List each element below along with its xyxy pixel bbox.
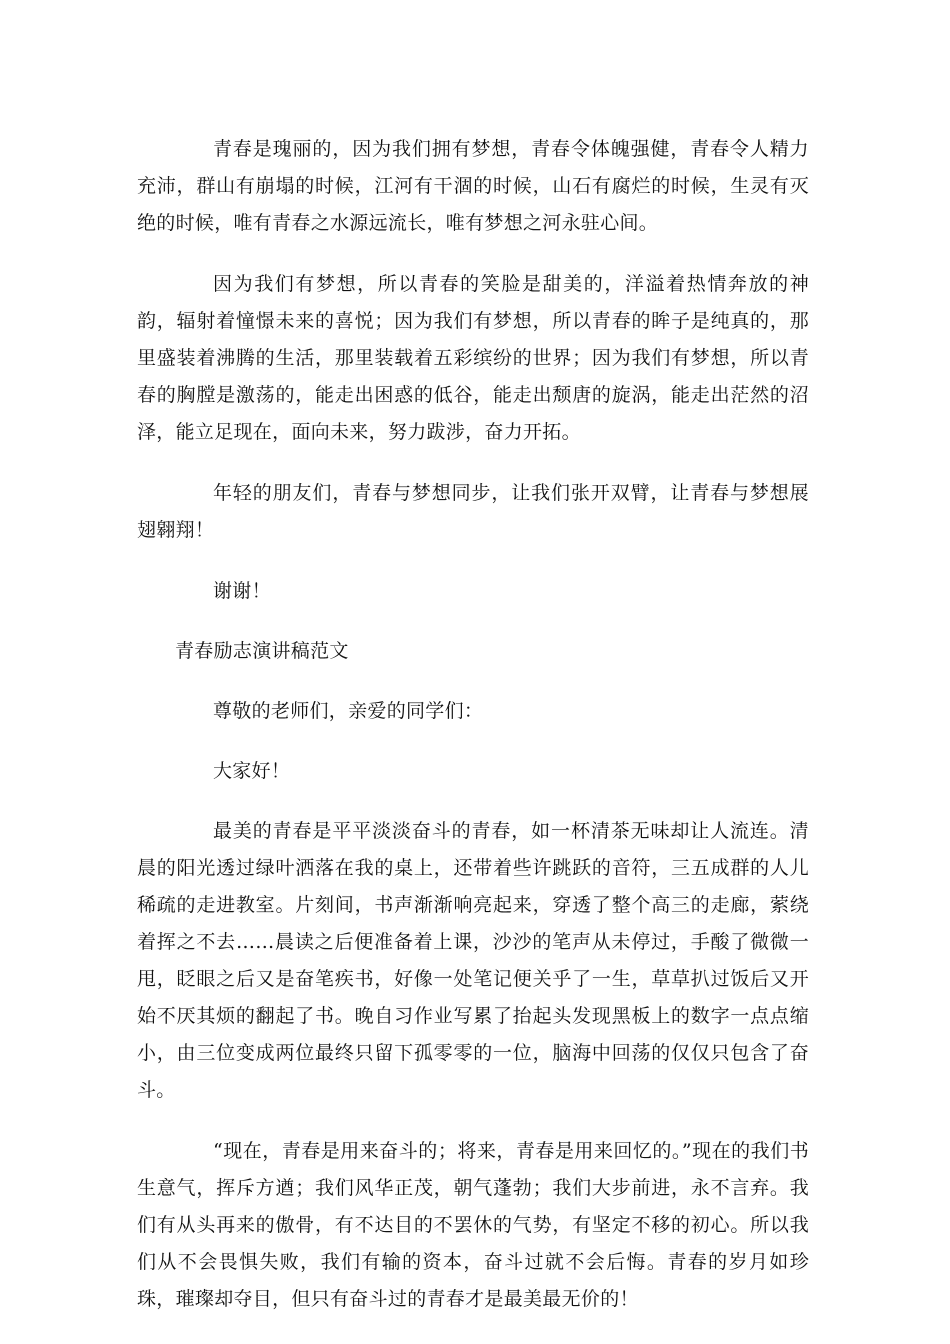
- paragraph-most-beautiful-youth: 最美的青春是平平淡淡奋斗的青春，如一杯清茶无味却让人流连。清晨的阳光透过绿叶洒落在我的桌上，还带着些许跳跃的音符，三五成群的人儿稀疏的走进教室。片刻间，书声渐渐响亮起来，穿透了整个高三的走廊，萦绕着挥之不去……晨读之后便准备着上课，沙沙的笔声从未停过，手酸了微微一甩，眨眼之后又是奋笔疾书，好像一处笔记便关乎了一生，草草扒过饭后又开始不厌其烦的翻起了书。晚自习作业写累了抬起头发现黑板上的数字一点点缩小，由三位变成两位最终只留下孤零零的一位，脑海中回荡的仅仅只包含了奋斗。: [137, 820, 809, 1101]
- document-body: [137, 131, 809, 1342]
- greeting: 尊敬的老师们，亲爱的同学们：: [213, 700, 484, 722]
- section-title: 青春励志演讲稿范文: [175, 640, 349, 662]
- paragraph-now-youth-struggle: “现在，青春是用来奋斗的；将来，青春是用来回忆的。”现在的我们书生意气，挥斥方遒；我们风华正茂，朝气蓬勃；我们大步前进，永不言弃。我们有从头再来的傲骨，有不达目的不罢休的气势，有坚定不移的初心。所以我们从不会畏惧失败，我们有输的资本，奋斗过就不会后悔。青春的岁月如珍珠，璀璨却夺目，但只有奋斗过的青春才是最美最无价的！: [137, 1140, 809, 1310]
- paragraph-young-friends: 年轻的朋友们，青春与梦想同步，让我们张开双臂，让青春与梦想展翅翱翔！: [137, 482, 809, 541]
- hello: 大家好！: [213, 760, 291, 782]
- paragraph-because-dreams: 因为我们有梦想，所以青春的笑脸是甜美的，洋溢着热情奔放的神韵，辐射着憧憬未来的喜悦；因为我们有梦想，所以青春的眸子是纯真的，那里盛装着沸腾的生活，那里装载着五彩缤纷的世界；因为我们有梦想，所以青春的胸膛是激荡的，能走出困惑的低谷，能走出颓唐的旋涡，能走出茫然的沼泽，能立足现在，面向未来，努力跋涉，奋力开拓。: [137, 273, 809, 443]
- paragraph-thanks: 谢谢！: [213, 580, 271, 602]
- paragraph-youth-beautiful: 青春是瑰丽的，因为我们拥有梦想，青春令体魄强健，青春令人精力充沛，群山有崩塌的时候，江河有干涸的时候，山石有腐烂的时候，生灵有灭绝的时候，唯有青春之水源远流长，唯有梦想之河永驻心间。: [137, 138, 809, 234]
